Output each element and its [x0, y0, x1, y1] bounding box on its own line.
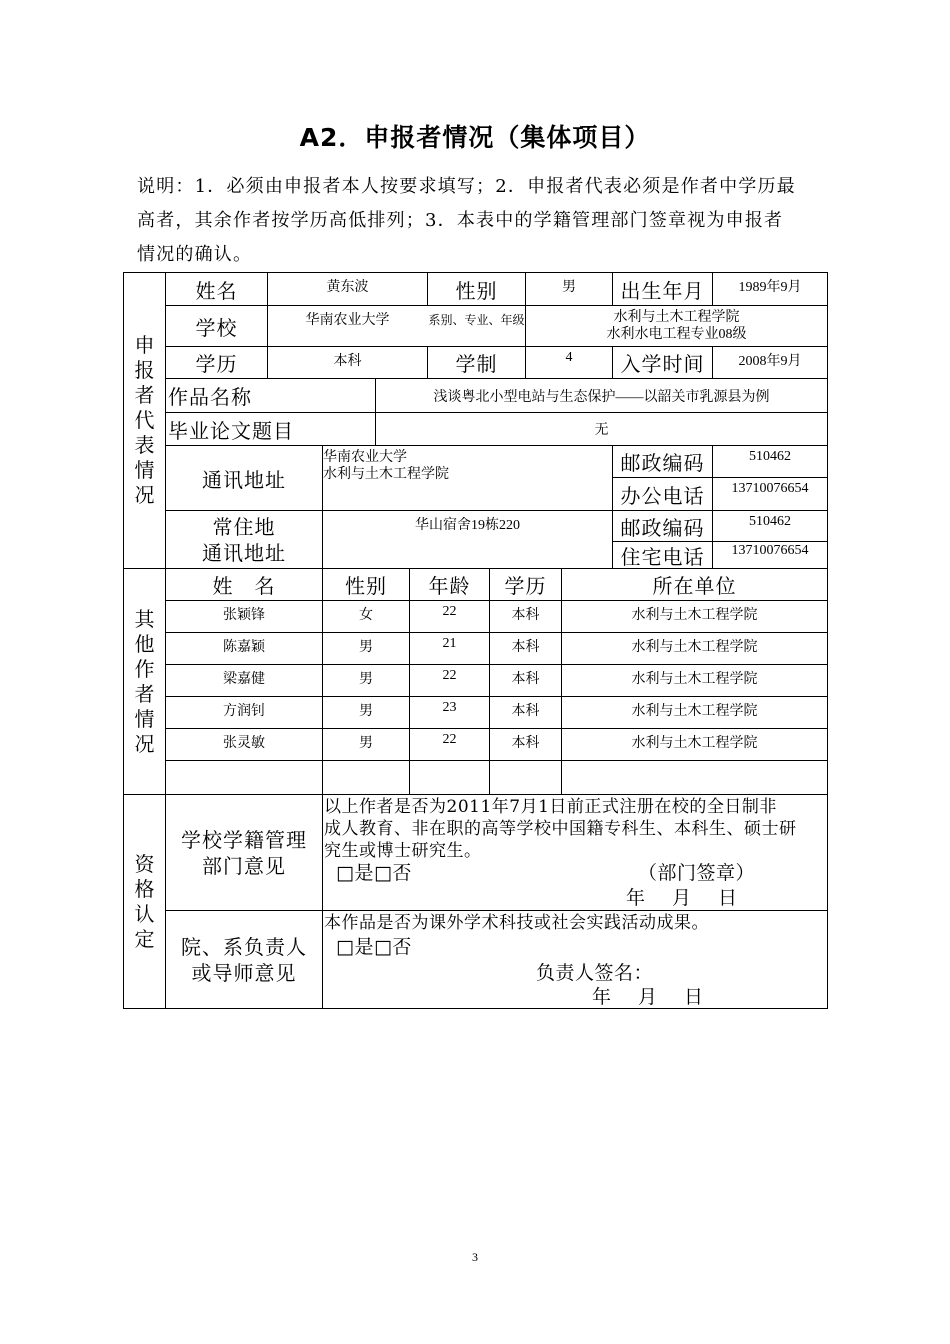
home-phone-value[interactable]: 13710076654 [731, 543, 809, 558]
author-unit[interactable]: 水利与土木工程学院 [631, 704, 758, 719]
registry-date[interactable]: 年 月 日 [626, 887, 742, 909]
registry-opinion-label: 学校学籍管理 部门意见 [181, 827, 307, 878]
gender-value[interactable]: 男 [562, 280, 576, 295]
col-header-name: 姓 名 [212, 574, 276, 598]
instruction-line: 情况的确认。 [137, 244, 253, 265]
author-education[interactable]: 本科 [511, 672, 540, 687]
dept-label: 系别、专业、年级 [428, 313, 525, 327]
col-header-age: 年龄 [428, 574, 471, 598]
department-stamp: （部门签章） [638, 862, 756, 884]
name-label: 姓名 [195, 278, 238, 303]
advisor-yes-no-checkbox[interactable]: □是□否 [336, 936, 412, 958]
author-gender[interactable]: 男 [359, 704, 373, 719]
advisor-signature[interactable]: 负责人签名： [536, 962, 654, 984]
author-gender[interactable]: 男 [359, 672, 373, 687]
education-label: 学历 [195, 352, 238, 376]
instruction-line: 说明：1．必须由申报者本人按要求填写；2．申报者代表必须是作者中学历最 [137, 176, 796, 197]
author-unit[interactable]: 水利与土木工程学院 [631, 640, 758, 655]
col-header-education: 学历 [504, 574, 547, 598]
section-label-representative: 申 报 者 代 表 情 况 [134, 333, 155, 507]
author-age[interactable]: 21 [442, 636, 457, 651]
author-education[interactable]: 本科 [511, 704, 540, 719]
home-address-value[interactable]: 华山宿舍19栋220 [415, 518, 520, 533]
office-phone-label: 办公电话 [620, 483, 705, 508]
advisor-opinion-label: 院、系负责人 或导师意见 [181, 934, 307, 985]
author-education[interactable]: 本科 [511, 736, 540, 751]
author-age[interactable]: 22 [442, 604, 457, 619]
author-name[interactable]: 张颖锋 [223, 608, 265, 623]
advisor-question: 本作品是否为课外学术科技或社会实践活动成果。 [324, 913, 709, 933]
address-label: 通讯地址 [202, 467, 286, 492]
work-title-label: 作品名称 [168, 385, 252, 409]
gender-label: 性别 [455, 278, 498, 303]
home-address-label: 常住地 通讯地址 [202, 514, 286, 565]
author-name[interactable]: 梁嘉健 [223, 672, 265, 687]
home-postcode-value[interactable]: 510462 [749, 514, 791, 529]
dept-value[interactable]: 水利与土木工程学院 水利水电工程专业08级 [606, 310, 747, 342]
enroll-value[interactable]: 2008年9月 [738, 354, 802, 369]
school-label: 学校 [195, 315, 238, 340]
author-age[interactable]: 23 [442, 700, 457, 715]
author-age[interactable]: 22 [442, 668, 457, 683]
work-title-value[interactable]: 浅谈粤北小型电站与生态保护——以韶关市乳源县为例 [433, 389, 770, 405]
postcode-value[interactable]: 510462 [749, 449, 791, 464]
office-phone-value[interactable]: 13710076654 [731, 481, 809, 496]
system-label: 学制 [455, 352, 498, 376]
page-title: A2．申报者情况（集体项目） [299, 123, 651, 152]
col-header-unit: 所在单位 [652, 574, 737, 598]
author-unit[interactable]: 水利与土木工程学院 [631, 736, 758, 751]
enroll-label: 入学时间 [620, 352, 705, 376]
home-phone-label: 住宅电话 [620, 544, 705, 569]
birth-label: 出生年月 [620, 278, 705, 303]
col-header-gender: 性别 [345, 574, 387, 598]
postcode-label: 邮政编码 [620, 451, 705, 475]
advisor-date[interactable]: 年 月 日 [592, 986, 708, 1008]
author-unit[interactable]: 水利与土木工程学院 [631, 608, 758, 623]
birth-value[interactable]: 1989年9月 [738, 280, 802, 295]
instructions [137, 170, 827, 272]
system-value[interactable]: 4 [565, 350, 573, 365]
instruction-line: 高者，其余作者按学历高低排列；3．本表中的学籍管理部门签章视为申报者 [137, 210, 784, 231]
thesis-value[interactable]: 无 [594, 423, 609, 438]
author-education[interactable]: 本科 [511, 608, 540, 623]
education-value[interactable]: 本科 [333, 354, 362, 369]
author-name[interactable]: 方润钊 [223, 704, 265, 719]
address-value[interactable]: 华南农业大学 水利与土木工程学院 [323, 450, 449, 482]
author-age[interactable]: 22 [442, 732, 457, 747]
page-number: 3 [472, 1250, 478, 1264]
registry-question: 以上作者是否为2011年7月1日前正式注册在校的全日制非 成人教育、非在职的高等学校中国籍专科生、本科生、硕士研 究生或博士研究生。 [324, 797, 797, 861]
section-label-other-authors: 其 他 作 者 情 况 [134, 606, 155, 756]
section-label-qualification: 资 格 认 定 [134, 851, 155, 951]
author-name[interactable]: 陈嘉颖 [223, 640, 265, 655]
name-value[interactable]: 黄东波 [326, 280, 369, 295]
author-unit[interactable]: 水利与土木工程学院 [631, 672, 758, 687]
author-name[interactable]: 张灵敏 [223, 736, 265, 751]
author-education[interactable]: 本科 [511, 640, 540, 655]
author-gender[interactable]: 女 [359, 608, 373, 623]
school-value[interactable]: 华南农业大学 [305, 313, 390, 328]
home-postcode-label: 邮政编码 [620, 515, 705, 540]
author-gender[interactable]: 男 [359, 736, 373, 751]
author-gender[interactable]: 男 [359, 640, 373, 655]
thesis-label: 毕业论文题目 [168, 418, 294, 443]
registry-yes-no-checkbox[interactable]: □是□否 [336, 862, 412, 884]
